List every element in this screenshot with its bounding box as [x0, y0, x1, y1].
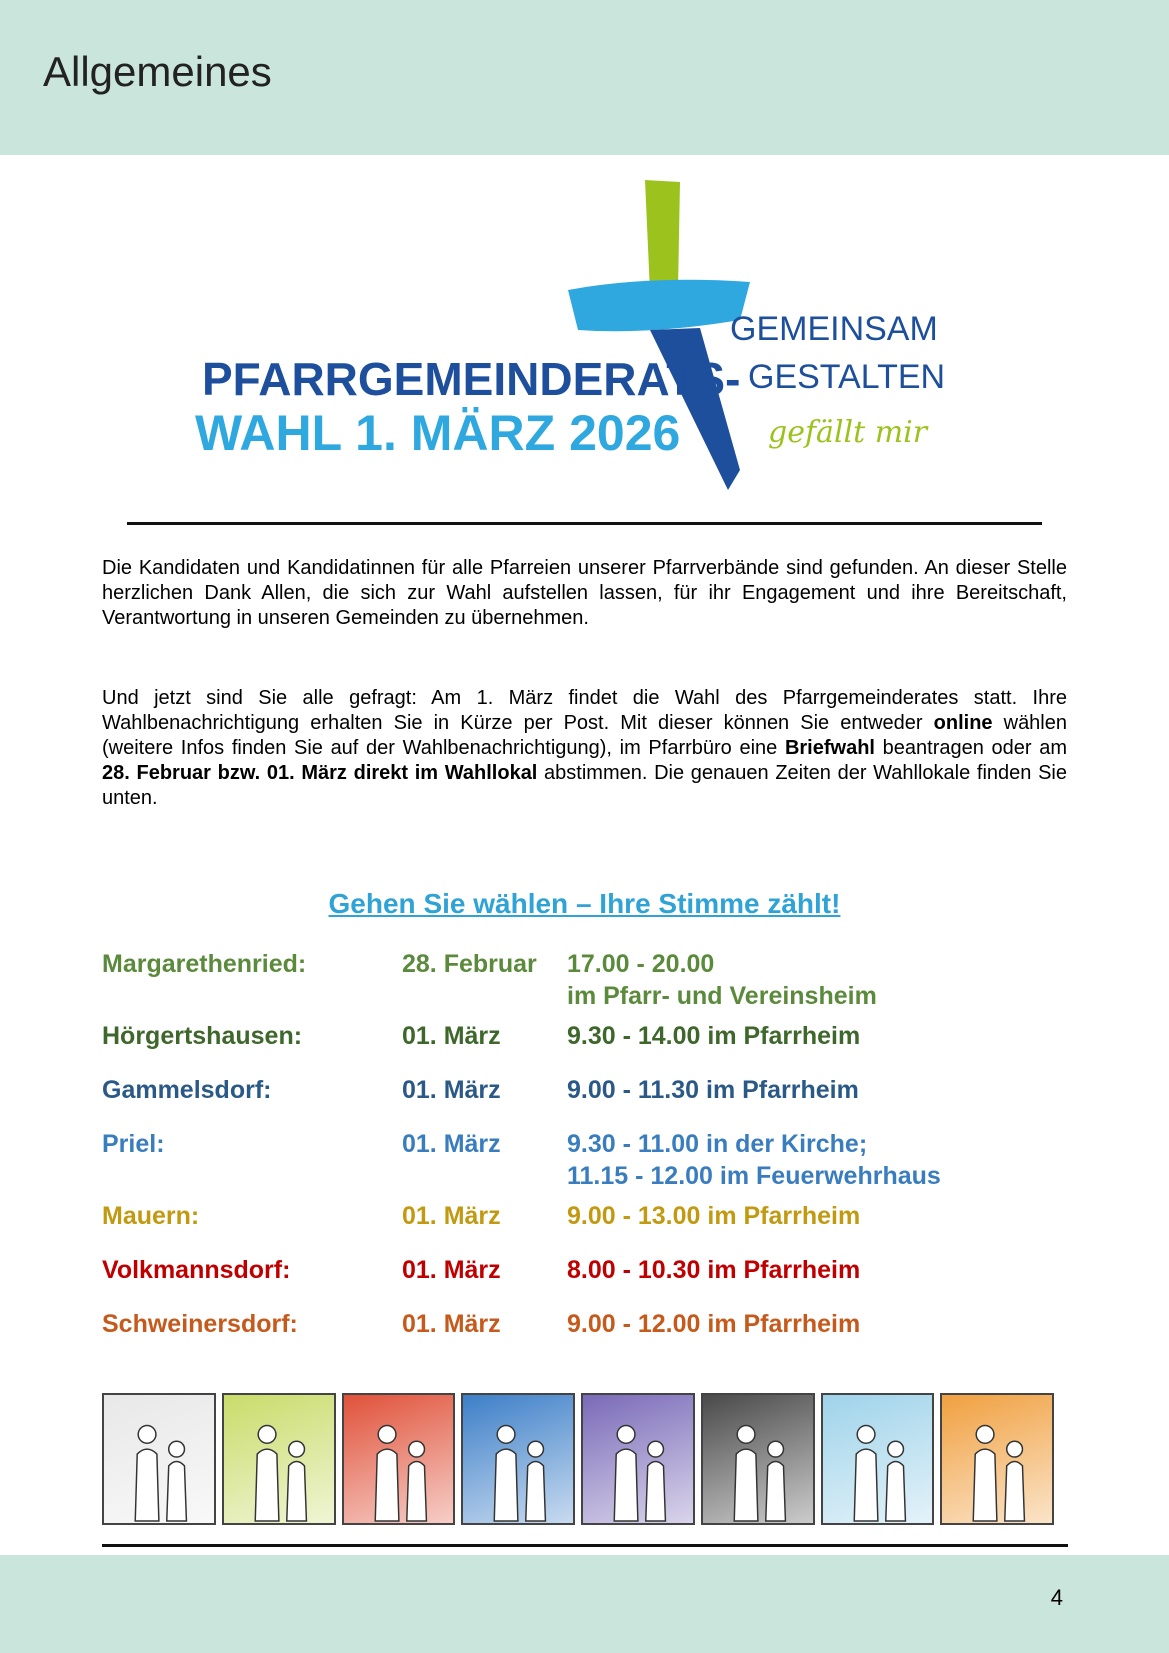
- time-line: 9.00 - 12.00 im Pfarrheim: [567, 1310, 861, 1338]
- logo-slogan2: GESTALTEN: [748, 358, 946, 396]
- vote-time: [567, 1020, 860, 1052]
- logo-line2: WAHL 1. MÄRZ 2026: [195, 405, 681, 461]
- text-segment: Und jetzt sind Sie alle gefragt: Am 1. März findet die Wahl des Pfarrgemeinderates statt. Ihre Wahlbenachrichtigung erhalten Sie in Kürze per Post. Mit dieser können Sie entweder: [102, 687, 1067, 734]
- section-title: Allgemeines: [43, 48, 272, 95]
- vote-time: [567, 1200, 860, 1232]
- vote-time: [567, 1074, 859, 1106]
- logo-slogan3: gefällt mir: [768, 415, 928, 450]
- vote-date: 28. Februar: [402, 950, 537, 978]
- bold-text: Briefwahl: [784, 737, 875, 759]
- illustration-panel: [701, 1393, 815, 1525]
- people-illustration-icon: [104, 1395, 214, 1523]
- voting-info-paragraph: [102, 686, 1067, 811]
- time-line: im Pfarr- und Vereinsheim: [567, 982, 877, 1010]
- time-line: 9.00 - 11.30 im Pfarrheim: [567, 1076, 859, 1104]
- illustration-panel: [581, 1393, 695, 1525]
- logo-slogan1: GEMEINSAM: [730, 310, 938, 348]
- vote-time: [567, 1128, 941, 1192]
- people-illustration-icon: [583, 1395, 693, 1523]
- call-to-action: Gehen Sie wählen – Ihre Stimme zählt!: [328, 888, 841, 919]
- time-line: 11.15 - 12.00 im Feuerwehrhaus: [567, 1162, 941, 1190]
- bold-text: 28. Februar bzw. 01. März direkt im Wahllokal: [102, 762, 538, 784]
- illustration-strip: [102, 1393, 1054, 1525]
- people-illustration-icon: [823, 1395, 933, 1523]
- illustration-panel: [461, 1393, 575, 1525]
- time-line: 17.00 - 20.00: [567, 950, 715, 978]
- vote-date: 01. März: [402, 1130, 501, 1158]
- time-line: 9.00 - 13.00 im Pfarrheim: [567, 1202, 861, 1230]
- time-line: 9.30 - 14.00 im Pfarrheim: [567, 1022, 861, 1050]
- divider: [102, 1544, 1068, 1547]
- text-segment: abstimmen. Die genauen Zeiten der Wahllokale finden Sie unten.: [102, 762, 1067, 809]
- parish-name: Hörgertshausen:: [102, 1022, 303, 1050]
- vote-time: [567, 1254, 860, 1286]
- vote-date: 01. März: [402, 1202, 501, 1230]
- parish-name: Schweinersdorf:: [102, 1310, 298, 1338]
- text-segment: Die Kandidaten und Kandidatinnen für alle Pfarreien unserer Pfarrverbände sind gefunden. An dieser Stelle herzlichen Dank Allen, die sich zur Wahl aufstellen lassen, für ihr Engagement und ihre Bereitschaft, Verantwortung in unseren Gemeinden zu übernehmen.: [102, 557, 1067, 629]
- illustration-panel: [222, 1393, 336, 1525]
- vote-date: 01. März: [402, 1310, 501, 1338]
- parish-name: Volkmannsdorf:: [102, 1256, 291, 1284]
- divider: [127, 522, 1042, 525]
- logo-line1: PFARRGEMEINDERATS-: [202, 353, 741, 405]
- people-illustration-icon: [703, 1395, 813, 1523]
- vote-date: 01. März: [402, 1076, 501, 1104]
- illustration-panel: [102, 1393, 216, 1525]
- people-illustration-icon: [942, 1395, 1052, 1523]
- vote-date: 01. März: [402, 1256, 501, 1284]
- bold-text: online: [933, 712, 993, 734]
- parish-name: Gammelsdorf:: [102, 1076, 272, 1104]
- text-segment: wählen (weitere Infos finden Sie auf der Wahlbenachrichtigung), im Pfarrbüro eine: [102, 712, 1067, 759]
- illustration-panel: [940, 1393, 1054, 1525]
- election-logo: [180, 170, 1040, 510]
- page-header: [0, 0, 1169, 155]
- parish-name: Mauern:: [102, 1202, 200, 1230]
- illustration-panel: [342, 1393, 456, 1525]
- text-segment: beantragen oder am: [874, 737, 1068, 759]
- parish-name: Priel:: [102, 1130, 165, 1158]
- page-footer: [0, 1555, 1169, 1653]
- page-number: 4: [1050, 1585, 1063, 1610]
- vote-time: [567, 948, 877, 1012]
- vote-date: 01. März: [402, 1022, 501, 1050]
- vote-time: [567, 1308, 860, 1340]
- parish-name: Margarethenried:: [102, 950, 307, 978]
- people-illustration-icon: [224, 1395, 334, 1523]
- time-line: 9.30 - 11.00 in der Kirche;: [567, 1130, 868, 1158]
- people-illustration-icon: [344, 1395, 454, 1523]
- illustration-panel: [821, 1393, 935, 1525]
- people-illustration-icon: [463, 1395, 573, 1523]
- time-line: 8.00 - 10.30 im Pfarrheim: [567, 1256, 861, 1284]
- intro-paragraph: [102, 556, 1067, 631]
